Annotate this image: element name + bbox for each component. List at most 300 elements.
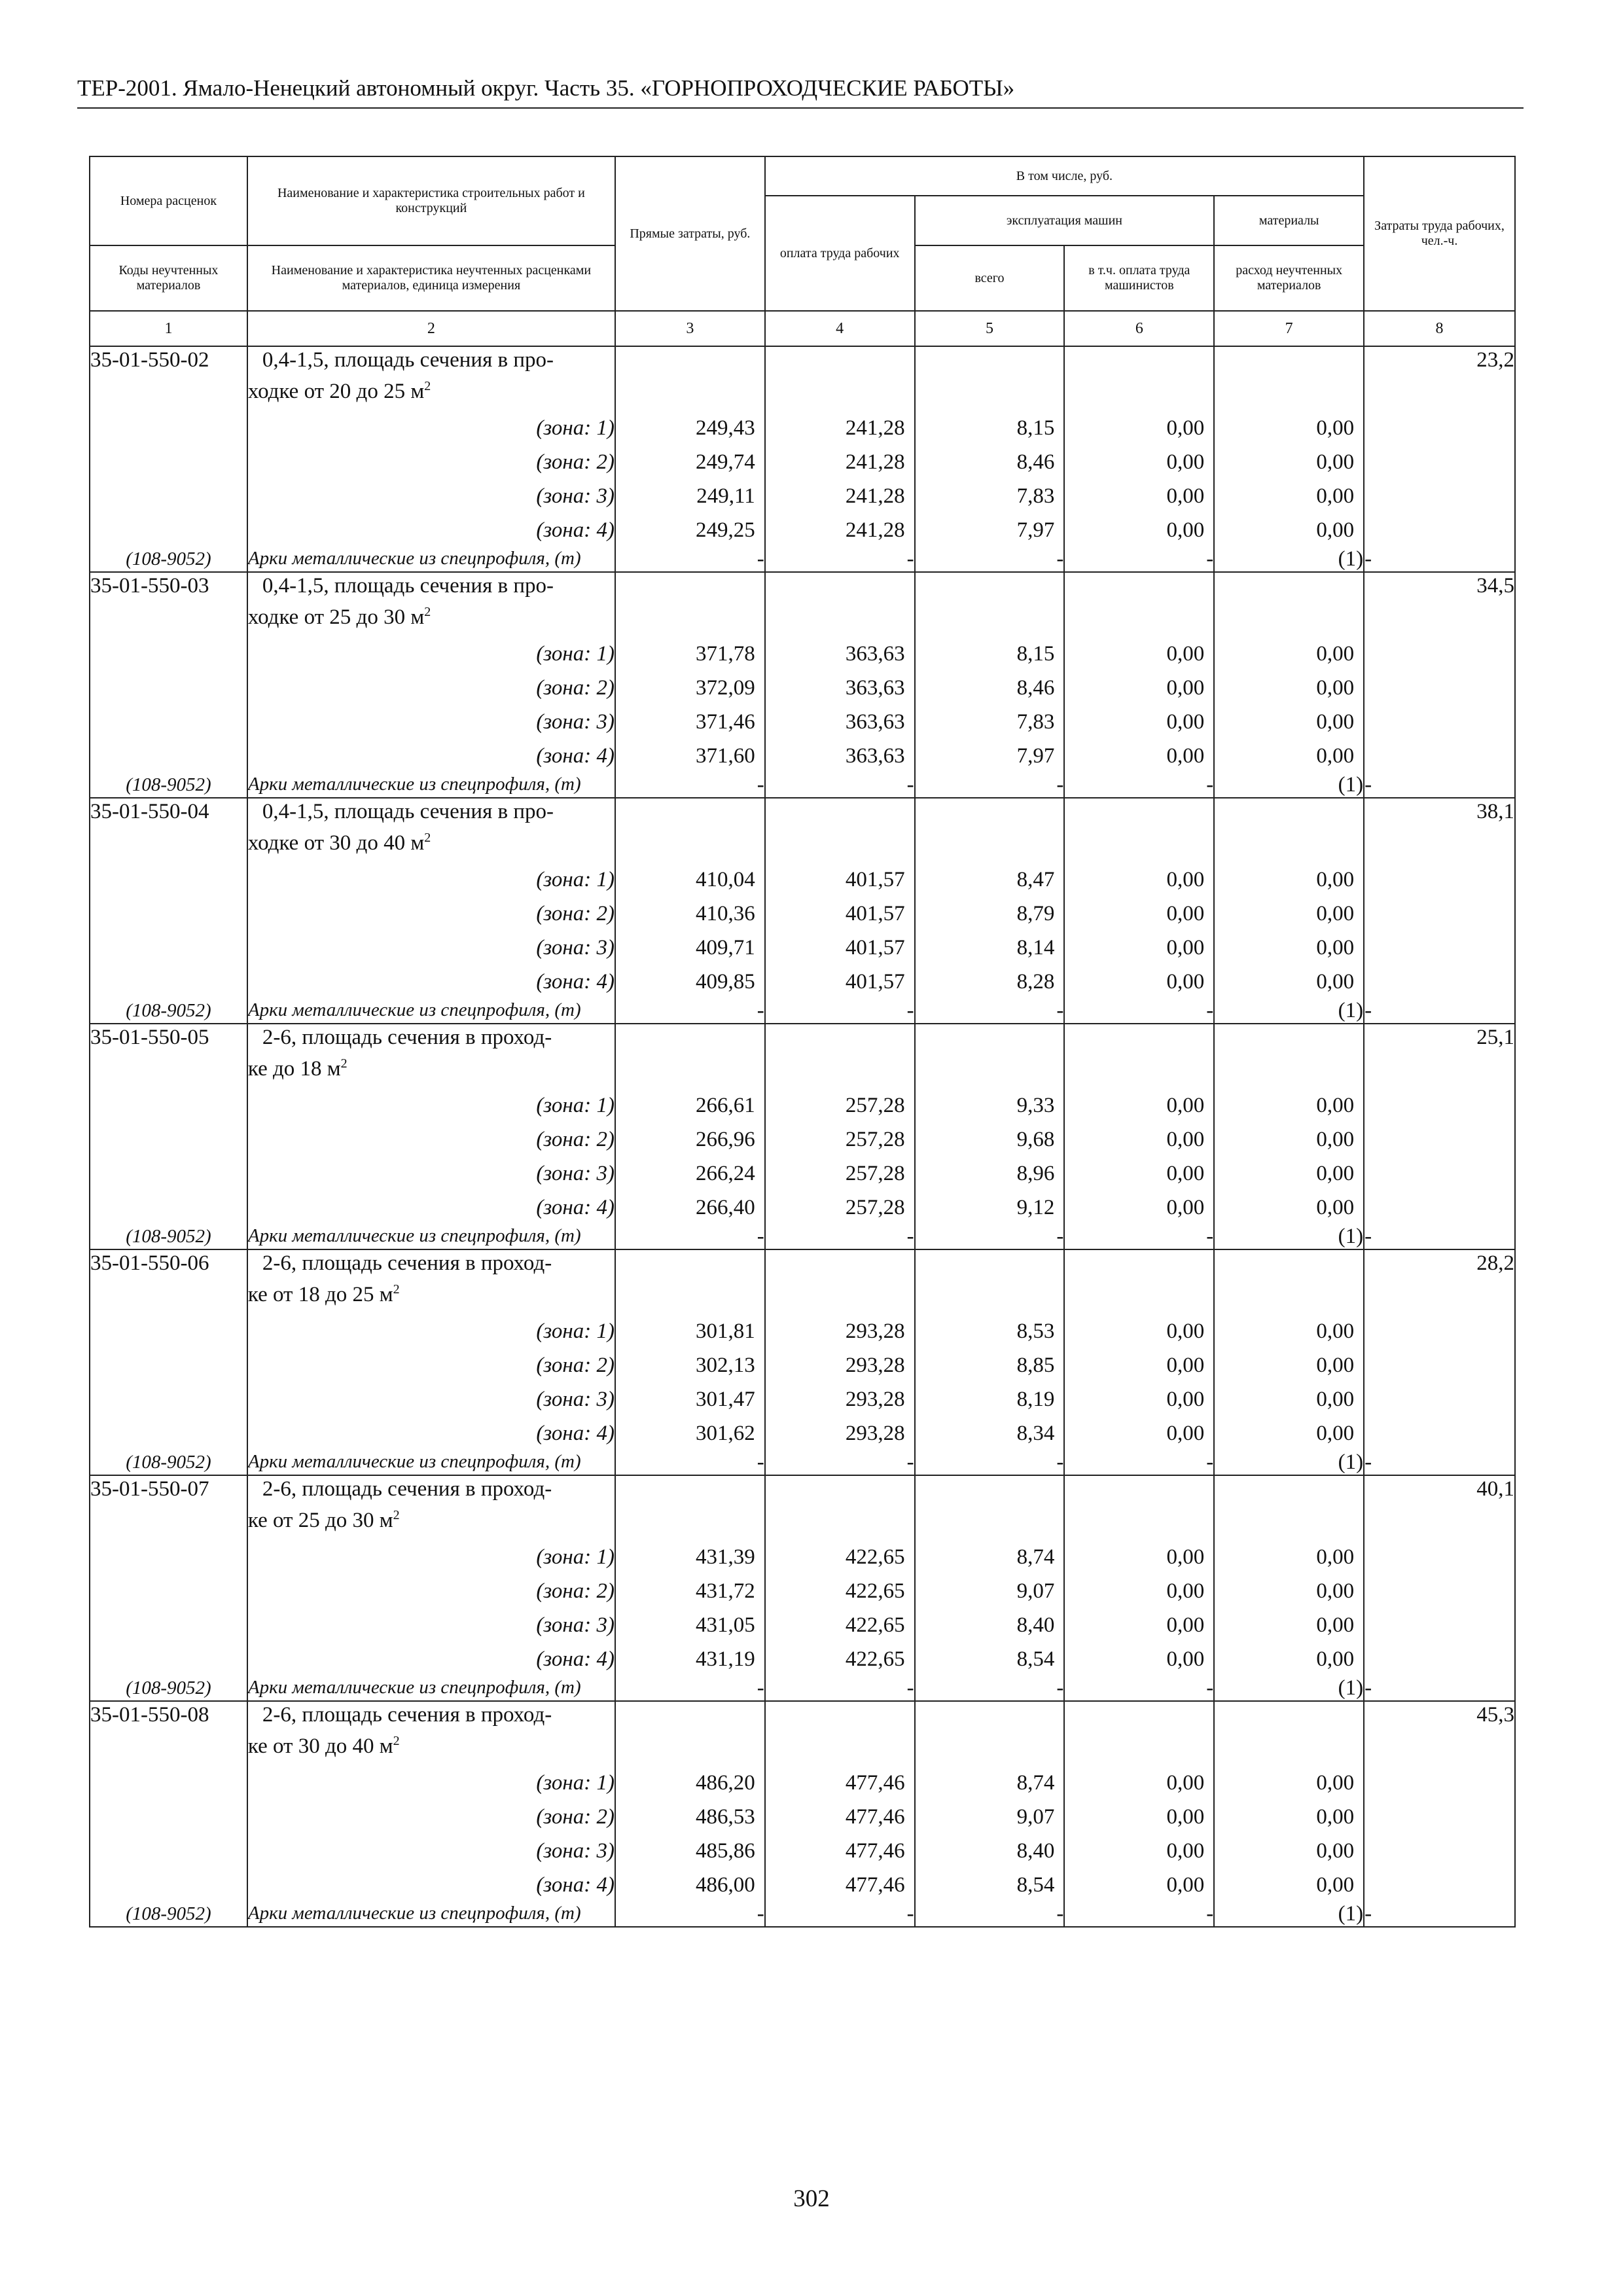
rate-title-line xyxy=(248,599,615,630)
title-spacer xyxy=(1065,1476,1213,1540)
zone-value: 8,19 xyxy=(1016,1388,1055,1411)
title-spacer xyxy=(766,573,914,637)
zone-value: 477,46 xyxy=(845,1805,905,1829)
material-value: - xyxy=(1064,547,1214,572)
zone-value: 8,46 xyxy=(1016,450,1055,474)
zone-label: (зона: 3) xyxy=(247,931,615,965)
zone-value: 0,00 xyxy=(1166,1839,1205,1863)
column-number: 8 xyxy=(1364,311,1515,346)
title-spacer xyxy=(1065,1024,1213,1088)
material-row xyxy=(90,999,1515,1024)
unit-superscript: 2 xyxy=(393,1734,400,1748)
zone-value: 0,00 xyxy=(1316,1805,1355,1829)
header-machines-total: всего xyxy=(915,245,1065,311)
column-number: 5 xyxy=(915,311,1065,346)
zone-label: (зона: 4) xyxy=(247,1416,615,1450)
header-name-bottom: Наименование и характеристика неучтенных расценками материалов, единица измерения xyxy=(247,245,615,311)
zone-value: 0,00 xyxy=(1166,936,1205,960)
value-cell-empty xyxy=(1064,1701,1214,1902)
zone-value: 0,00 xyxy=(1166,484,1205,508)
zone-value: 422,65 xyxy=(845,1647,905,1671)
material-labor-value: - xyxy=(1364,1450,1515,1475)
title-spacer xyxy=(616,1024,764,1088)
material-name: Арки металлические из спецпрофиля, (т) xyxy=(247,1225,615,1249)
column-number: 1 xyxy=(90,311,247,346)
rate-title-row xyxy=(90,572,1515,637)
material-value: - xyxy=(1064,1450,1214,1475)
zone-value: 8,47 xyxy=(1016,868,1055,891)
title-spacer xyxy=(1215,798,1363,863)
header-labor-pay: оплата труда рабочих xyxy=(765,196,915,311)
zone-value: 0,00 xyxy=(1166,902,1205,925)
zone-value: 249,43 xyxy=(696,416,755,440)
title-spacer xyxy=(766,1476,914,1540)
zone-value: 0,00 xyxy=(1316,518,1355,542)
zone-value: 8,79 xyxy=(1016,902,1055,925)
rate-title-row xyxy=(90,1701,1515,1766)
zone-value: 8,54 xyxy=(1016,1873,1055,1897)
header-codes-top: Номера расценок xyxy=(90,156,247,245)
zone-label: (зона: 1) xyxy=(247,637,615,671)
material-value: - xyxy=(615,1676,765,1701)
zone-value: 410,04 xyxy=(696,868,755,891)
zone-label: (зона: 2) xyxy=(247,445,615,479)
zone-value: 477,46 xyxy=(845,1771,905,1795)
material-labor-value: - xyxy=(1364,1225,1515,1249)
zone-value: 0,00 xyxy=(1166,1162,1205,1185)
material-name: Арки металлические из спецпрофиля, (т) xyxy=(247,547,615,572)
value-cell-empty xyxy=(1214,1475,1364,1676)
labor-cost-value: 34,5 xyxy=(1364,572,1515,773)
zone-value: 266,61 xyxy=(696,1094,755,1117)
zone-value: 9,07 xyxy=(1016,1579,1055,1603)
zone-value: 431,05 xyxy=(696,1613,755,1637)
rate-code: 35-01-550-03 xyxy=(90,572,247,773)
zone-value: 0,00 xyxy=(1166,1647,1205,1671)
zone-value: 0,00 xyxy=(1316,676,1355,700)
zone-value: 0,00 xyxy=(1166,1128,1205,1151)
material-code: (108-9052) xyxy=(90,1676,247,1701)
zone-label: (зона: 2) xyxy=(247,1800,615,1834)
zone-value: 7,83 xyxy=(1016,710,1055,734)
zone-value: 401,57 xyxy=(845,868,905,891)
value-cell-empty xyxy=(1214,572,1364,773)
zone-value: 0,00 xyxy=(1316,744,1355,768)
zone-value: 0,00 xyxy=(1166,450,1205,474)
rate-code: 35-01-550-08 xyxy=(90,1701,247,1902)
title-spacer xyxy=(1065,1250,1213,1314)
zone-value: 0,00 xyxy=(1166,416,1205,440)
material-value: (1) xyxy=(1214,773,1364,798)
value-cell-empty xyxy=(915,798,1065,999)
column-number: 7 xyxy=(1214,311,1364,346)
rate-title xyxy=(247,1249,615,1314)
title-spacer xyxy=(916,1024,1064,1088)
title-spacer xyxy=(1065,1702,1213,1766)
labor-cost-value: 23,2 xyxy=(1364,346,1515,547)
zone-value: 363,63 xyxy=(845,710,905,734)
unit-superscript: 2 xyxy=(340,1056,348,1071)
rate-title-text: ходке от 20 до 25 м xyxy=(247,380,425,403)
zone-value: 477,46 xyxy=(845,1839,905,1863)
value-cell-empty xyxy=(1214,346,1364,547)
material-value: - xyxy=(765,547,915,572)
value-cell-empty xyxy=(615,346,765,547)
material-row xyxy=(90,547,1515,572)
zone-value: 257,28 xyxy=(845,1196,905,1219)
zone-value: 301,81 xyxy=(696,1319,755,1343)
zone-label: (зона: 3) xyxy=(247,1834,615,1868)
header-including: В том числе, руб. xyxy=(765,156,1364,196)
zone-value: 486,53 xyxy=(696,1805,755,1829)
labor-cost-value: 38,1 xyxy=(1364,798,1515,999)
value-cell-empty xyxy=(1064,798,1214,999)
zone-value: 0,00 xyxy=(1166,1196,1205,1219)
zone-value: 0,00 xyxy=(1316,970,1355,994)
value-cell-empty xyxy=(915,346,1065,547)
zone-value: 0,00 xyxy=(1316,1196,1355,1219)
zone-value: 0,00 xyxy=(1316,450,1355,474)
zone-value: 0,00 xyxy=(1166,1319,1205,1343)
material-row xyxy=(90,1450,1515,1475)
title-spacer xyxy=(916,1702,1064,1766)
rate-title-line: 2-6, площадь сечения в проход- xyxy=(262,1026,552,1049)
material-name: Арки металлические из спецпрофиля, (т) xyxy=(247,999,615,1024)
title-spacer xyxy=(616,798,764,863)
zone-value: 0,00 xyxy=(1316,1354,1355,1377)
material-value: (1) xyxy=(1214,547,1364,572)
value-cell-empty xyxy=(765,1249,915,1450)
zone-value: 0,00 xyxy=(1316,1162,1355,1185)
material-value: - xyxy=(615,1225,765,1249)
material-row xyxy=(90,1676,1515,1701)
zone-label: (зона: 4) xyxy=(247,513,615,547)
zone-value: 0,00 xyxy=(1166,1354,1205,1377)
material-labor-value: - xyxy=(1364,1902,1515,1927)
rates-table xyxy=(89,156,1516,1928)
header-codes-bottom: Коды неучтенных материалов xyxy=(90,245,247,311)
zone-value: 371,78 xyxy=(696,642,755,666)
zone-value: 8,28 xyxy=(1016,970,1055,994)
value-cell-empty xyxy=(765,1475,915,1676)
rate-code: 35-01-550-02 xyxy=(90,346,247,547)
column-number: 6 xyxy=(1064,311,1214,346)
zone-value: 293,28 xyxy=(845,1422,905,1445)
zone-value: 241,28 xyxy=(845,484,905,508)
zone-value: 8,54 xyxy=(1016,1647,1055,1671)
header-materials: материалы xyxy=(1214,196,1364,245)
page-number: 302 xyxy=(793,2185,830,2212)
header-name-top: Наименование и характеристика строительных работ и конструкций xyxy=(247,156,615,245)
zone-value: 266,24 xyxy=(696,1162,755,1185)
title-spacer xyxy=(1215,573,1363,637)
rate-title-line: 0,4-1,5, площадь сечения в про- xyxy=(262,574,554,598)
title-spacer xyxy=(1215,1250,1363,1314)
zone-label: (зона: 4) xyxy=(247,965,615,999)
material-value: - xyxy=(615,1902,765,1927)
zone-value: 0,00 xyxy=(1316,1319,1355,1343)
rate-title-row xyxy=(90,346,1515,411)
value-cell-empty xyxy=(615,1475,765,1676)
zone-value: 0,00 xyxy=(1166,744,1205,768)
value-cell-empty xyxy=(1214,1701,1364,1902)
material-value: - xyxy=(615,547,765,572)
unit-superscript: 2 xyxy=(424,605,431,619)
zone-value: 0,00 xyxy=(1166,518,1205,542)
zone-value: 0,00 xyxy=(1166,970,1205,994)
rates-table-head xyxy=(90,156,1515,346)
rate-title-text: ке до 18 м xyxy=(247,1057,341,1081)
zone-value: 8,74 xyxy=(1016,1771,1055,1795)
zone-value: 249,11 xyxy=(696,484,755,508)
zone-value: 410,36 xyxy=(696,902,755,925)
zone-value: 0,00 xyxy=(1316,1388,1355,1411)
zone-value: 293,28 xyxy=(845,1388,905,1411)
title-spacer xyxy=(766,1024,914,1088)
value-cell-empty xyxy=(615,1249,765,1450)
material-code: (108-9052) xyxy=(90,773,247,798)
title-spacer xyxy=(1065,573,1213,637)
material-code: (108-9052) xyxy=(90,547,247,572)
value-cell-empty xyxy=(1214,1249,1364,1450)
material-code: (108-9052) xyxy=(90,1902,247,1927)
material-row xyxy=(90,1902,1515,1927)
material-value: (1) xyxy=(1214,999,1364,1024)
zone-value: 431,19 xyxy=(696,1647,755,1671)
material-value: - xyxy=(915,1450,1065,1475)
zone-value: 422,65 xyxy=(845,1545,905,1569)
material-value: - xyxy=(915,547,1065,572)
labor-cost-value: 28,2 xyxy=(1364,1249,1515,1450)
title-spacer xyxy=(766,347,914,411)
zone-value: 0,00 xyxy=(1166,1771,1205,1795)
zone-label: (зона: 2) xyxy=(247,897,615,931)
zone-value: 409,71 xyxy=(696,936,755,960)
rate-title-line xyxy=(248,1502,615,1534)
material-value: - xyxy=(915,773,1065,798)
zone-value: 0,00 xyxy=(1166,1545,1205,1569)
zone-value: 249,74 xyxy=(696,450,755,474)
rate-code: 35-01-550-04 xyxy=(90,798,247,999)
header-labor-costs: Затраты труда рабочих, чел.-ч. xyxy=(1364,156,1515,311)
zone-value: 301,47 xyxy=(696,1388,755,1411)
zone-value: 9,33 xyxy=(1016,1094,1055,1117)
material-code: (108-9052) xyxy=(90,999,247,1024)
rate-title-line xyxy=(248,1050,615,1082)
material-value: - xyxy=(765,999,915,1024)
column-number: 4 xyxy=(765,311,915,346)
header-machines: эксплуатация машин xyxy=(915,196,1215,245)
zone-value: 241,28 xyxy=(845,518,905,542)
material-value: - xyxy=(915,1902,1065,1927)
material-value: (1) xyxy=(1214,1676,1364,1701)
material-name: Арки металлические из спецпрофиля, (т) xyxy=(247,773,615,798)
material-value: - xyxy=(915,1225,1065,1249)
material-labor-value: - xyxy=(1364,547,1515,572)
zone-value: 401,57 xyxy=(845,970,905,994)
material-code: (108-9052) xyxy=(90,1450,247,1475)
material-value: - xyxy=(1064,1676,1214,1701)
zone-value: 0,00 xyxy=(1316,1422,1355,1445)
zone-value: 0,00 xyxy=(1316,868,1355,891)
zone-value: 0,00 xyxy=(1316,710,1355,734)
material-value: - xyxy=(765,1902,915,1927)
rate-title-row xyxy=(90,1475,1515,1540)
value-cell-empty xyxy=(915,572,1065,773)
zone-value: 0,00 xyxy=(1316,1873,1355,1897)
zone-value: 486,20 xyxy=(696,1771,755,1795)
rate-title-text: ке от 18 до 25 м xyxy=(247,1283,393,1306)
material-value: - xyxy=(765,1225,915,1249)
title-spacer xyxy=(1215,1702,1363,1766)
value-cell-empty xyxy=(1064,1249,1214,1450)
zone-value: 0,00 xyxy=(1166,1094,1205,1117)
zone-value: 363,63 xyxy=(845,676,905,700)
zone-label: (зона: 3) xyxy=(247,705,615,739)
rate-title-row xyxy=(90,1249,1515,1314)
zone-value: 372,09 xyxy=(696,676,755,700)
value-cell-empty xyxy=(765,1701,915,1902)
zone-value: 401,57 xyxy=(845,902,905,925)
zone-label: (зона: 1) xyxy=(247,1088,615,1122)
value-cell-empty xyxy=(1064,346,1214,547)
rate-title-line: 2-6, площадь сечения в проход- xyxy=(262,1477,552,1501)
rate-title-line: 0,4-1,5, площадь сечения в про- xyxy=(262,348,554,372)
zone-value: 293,28 xyxy=(845,1319,905,1343)
zone-value: 422,65 xyxy=(845,1613,905,1637)
zone-value: 302,13 xyxy=(696,1354,755,1377)
zone-label: (зона: 4) xyxy=(247,1191,615,1225)
title-spacer xyxy=(916,347,1064,411)
title-spacer xyxy=(916,798,1064,863)
value-cell-empty xyxy=(1064,572,1214,773)
zone-label: (зона: 2) xyxy=(247,671,615,705)
material-value: - xyxy=(765,1450,915,1475)
title-spacer xyxy=(1215,347,1363,411)
zone-value: 431,39 xyxy=(696,1545,755,1569)
zone-value: 0,00 xyxy=(1316,1647,1355,1671)
value-cell-empty xyxy=(915,1701,1065,1902)
zone-value: 9,12 xyxy=(1016,1196,1055,1219)
zone-value: 0,00 xyxy=(1316,936,1355,960)
zone-value: 8,40 xyxy=(1016,1839,1055,1863)
rate-title-line xyxy=(248,825,615,856)
rates-table-body xyxy=(90,346,1515,1927)
value-cell-empty xyxy=(615,1024,765,1225)
zone-value: 241,28 xyxy=(845,416,905,440)
material-value: - xyxy=(765,773,915,798)
zone-label: (зона: 1) xyxy=(247,1540,615,1574)
zone-value: 0,00 xyxy=(1166,1422,1205,1445)
value-cell-empty xyxy=(765,572,915,773)
zone-value: 0,00 xyxy=(1316,484,1355,508)
zone-value: 241,28 xyxy=(845,450,905,474)
zone-label: (зона: 4) xyxy=(247,1642,615,1676)
zone-value: 0,00 xyxy=(1166,1388,1205,1411)
zone-value: 0,00 xyxy=(1316,1545,1355,1569)
zone-value: 9,07 xyxy=(1016,1805,1055,1829)
zone-value: 7,83 xyxy=(1016,484,1055,508)
zone-value: 486,00 xyxy=(696,1873,755,1897)
zone-value: 8,14 xyxy=(1016,936,1055,960)
zone-value: 301,62 xyxy=(696,1422,755,1445)
unit-superscript: 2 xyxy=(424,831,431,845)
value-cell-empty xyxy=(765,346,915,547)
material-value: (1) xyxy=(1214,1902,1364,1927)
labor-cost-value: 40,1 xyxy=(1364,1475,1515,1676)
title-spacer xyxy=(766,1702,914,1766)
zone-label: (зона: 2) xyxy=(247,1348,615,1382)
material-value: - xyxy=(915,999,1065,1024)
title-spacer xyxy=(616,1250,764,1314)
rate-title-line xyxy=(248,1276,615,1308)
column-number: 3 xyxy=(615,311,765,346)
zone-value: 363,63 xyxy=(845,744,905,768)
value-cell-empty xyxy=(1064,1024,1214,1225)
zone-value: 0,00 xyxy=(1166,1579,1205,1603)
zone-value: 0,00 xyxy=(1166,1805,1205,1829)
zone-value: 0,00 xyxy=(1316,1839,1355,1863)
title-spacer xyxy=(1215,1476,1363,1540)
material-row xyxy=(90,1225,1515,1249)
material-name: Арки металлические из спецпрофиля, (т) xyxy=(247,1902,615,1927)
zone-label: (зона: 1) xyxy=(247,411,615,445)
zone-value: 8,34 xyxy=(1016,1422,1055,1445)
zone-label: (зона: 4) xyxy=(247,1868,615,1902)
unit-superscript: 2 xyxy=(393,1282,400,1297)
zone-value: 266,96 xyxy=(696,1128,755,1151)
zone-value: 0,00 xyxy=(1166,1873,1205,1897)
zone-value: 266,40 xyxy=(696,1196,755,1219)
labor-cost-value: 25,1 xyxy=(1364,1024,1515,1225)
rate-title xyxy=(247,1024,615,1088)
value-cell-empty xyxy=(915,1249,1065,1450)
material-value: - xyxy=(915,1676,1065,1701)
value-cell-empty xyxy=(615,1701,765,1902)
rate-title-line xyxy=(248,373,615,404)
value-cell-empty xyxy=(915,1475,1065,1676)
zone-value: 477,46 xyxy=(845,1873,905,1897)
zone-value: 422,65 xyxy=(845,1579,905,1603)
zone-value: 257,28 xyxy=(845,1094,905,1117)
zone-value: 0,00 xyxy=(1316,416,1355,440)
zone-value: 0,00 xyxy=(1316,902,1355,925)
material-value: (1) xyxy=(1214,1225,1364,1249)
title-spacer xyxy=(616,1702,764,1766)
zone-value: 8,53 xyxy=(1016,1319,1055,1343)
zone-label: (зона: 3) xyxy=(247,1382,615,1416)
zone-value: 0,00 xyxy=(1316,642,1355,666)
title-spacer xyxy=(1065,798,1213,863)
title-spacer xyxy=(766,1250,914,1314)
zone-value: 257,28 xyxy=(845,1128,905,1151)
title-spacer xyxy=(616,347,764,411)
zone-value: 8,40 xyxy=(1016,1613,1055,1637)
zone-value: 0,00 xyxy=(1166,1613,1205,1637)
rate-code: 35-01-550-06 xyxy=(90,1249,247,1450)
rate-title-text: ходке от 30 до 40 м xyxy=(247,831,425,855)
zone-value: 0,00 xyxy=(1166,868,1205,891)
rate-title-row xyxy=(90,798,1515,863)
rate-title-line xyxy=(248,1728,615,1759)
material-labor-value: - xyxy=(1364,1676,1515,1701)
rate-title xyxy=(247,1701,615,1766)
rate-title-line: 0,4-1,5, площадь сечения в про- xyxy=(262,800,554,823)
title-spacer xyxy=(916,1250,1064,1314)
value-cell-empty xyxy=(915,1024,1065,1225)
material-value: - xyxy=(1064,1225,1214,1249)
zone-label: (зона: 3) xyxy=(247,1608,615,1642)
